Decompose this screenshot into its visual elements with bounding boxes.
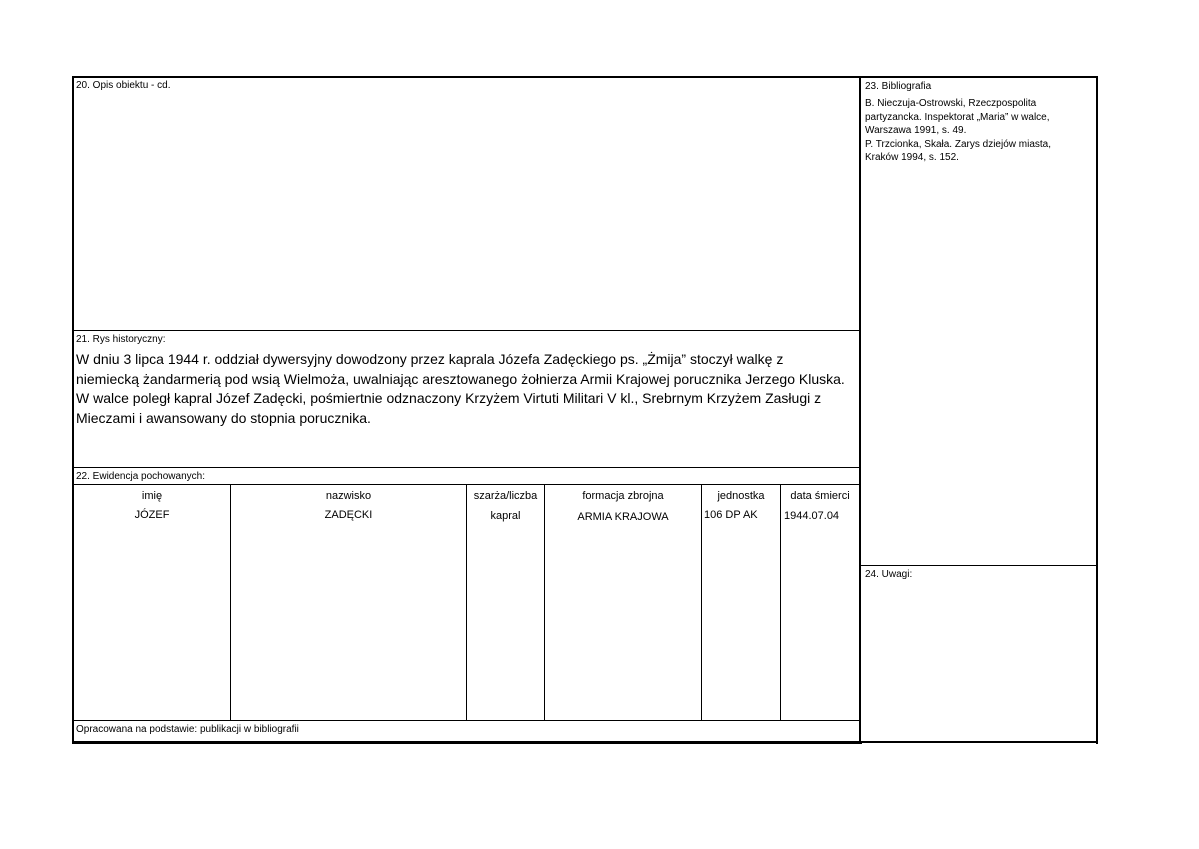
header-unit: jednostka — [717, 490, 765, 502]
cell-formation: ARMIA KRAJOWA — [577, 511, 669, 523]
cell-unit: 106 DP AK — [704, 509, 758, 521]
bibliography-line: P. Trzcionka, Skała. Zarys dziejów miasta, — [865, 138, 1051, 150]
divider-21-22 — [72, 467, 861, 468]
bibliography-list — [865, 97, 1090, 165]
history-line: Mieczami i awansowany do stopnia porucznika. — [76, 409, 371, 426]
header-surname: nazwisko — [325, 490, 372, 502]
cell-first-name: JÓZEF — [134, 509, 170, 521]
bibliography-line: Warszawa 1991, s. 49. — [865, 125, 967, 136]
history-line: niemiecką żandarmerią pod wsią Wielmoża, uwalniając aresztowanego żołnierza Armii Krajowej porucznika Jerzego Kluska. — [76, 370, 845, 387]
bibliography-line: Kraków 1994, s. 152. — [865, 152, 959, 163]
bibliography-line: B. Nieczuja-Ostrowski, Rzeczpospolita — [865, 98, 1037, 109]
column-divider — [859, 76, 861, 744]
history-line: W walce poległ kapral Józef Zadęcki, pośmiertnie odznaczony Krzyżem Virtuti Militari V kl., Srebrnym Krzyżem Zasługi z — [76, 390, 822, 406]
cell-surname: ZADĘCKI — [324, 509, 373, 521]
header-formation: formacja zbrojna — [582, 490, 664, 502]
cell-death-date: 1944.07.04 — [784, 510, 840, 522]
frame-right-border — [1096, 76, 1098, 744]
section-23-label: 23. Bibliografia — [865, 81, 932, 92]
frame-bottom-border-left — [72, 741, 862, 744]
divider-23-24 — [860, 565, 1098, 566]
frame-top-border — [72, 76, 1098, 78]
table-col-line-5 — [780, 484, 781, 721]
table-col-line-4 — [701, 484, 702, 721]
cell-rank: kapral — [490, 510, 521, 522]
header-first-name: imię — [141, 490, 163, 502]
section-20-label: 20. Opis obiektu - cd. — [76, 80, 171, 91]
section-21-label: 21. Rys historyczny: — [76, 334, 166, 345]
section-24-label: 24. Uwagi: — [865, 569, 913, 580]
divider-20-21 — [72, 330, 861, 331]
bibliography-line: partyzancka. Inspektorat „Maria” w walce, — [865, 111, 1050, 123]
historical-description — [76, 350, 858, 428]
frame-left-border — [72, 76, 74, 744]
header-death-date: data śmierci — [790, 490, 850, 502]
header-rank: szarża/liczba — [473, 490, 538, 502]
frame-bottom-border-right — [860, 741, 1098, 743]
section-22-label: 22. Ewidencja pochowanych: — [76, 471, 205, 482]
source-note: Opracowana na podstawie: publikacji w bibliografii — [76, 724, 299, 735]
history-line: W dniu 3 lipca 1944 r. oddział dywersyjny dowodzony przez kaprala Józefa Zadęckiego ps. „Żmija” stoczył walkę z — [76, 351, 784, 367]
